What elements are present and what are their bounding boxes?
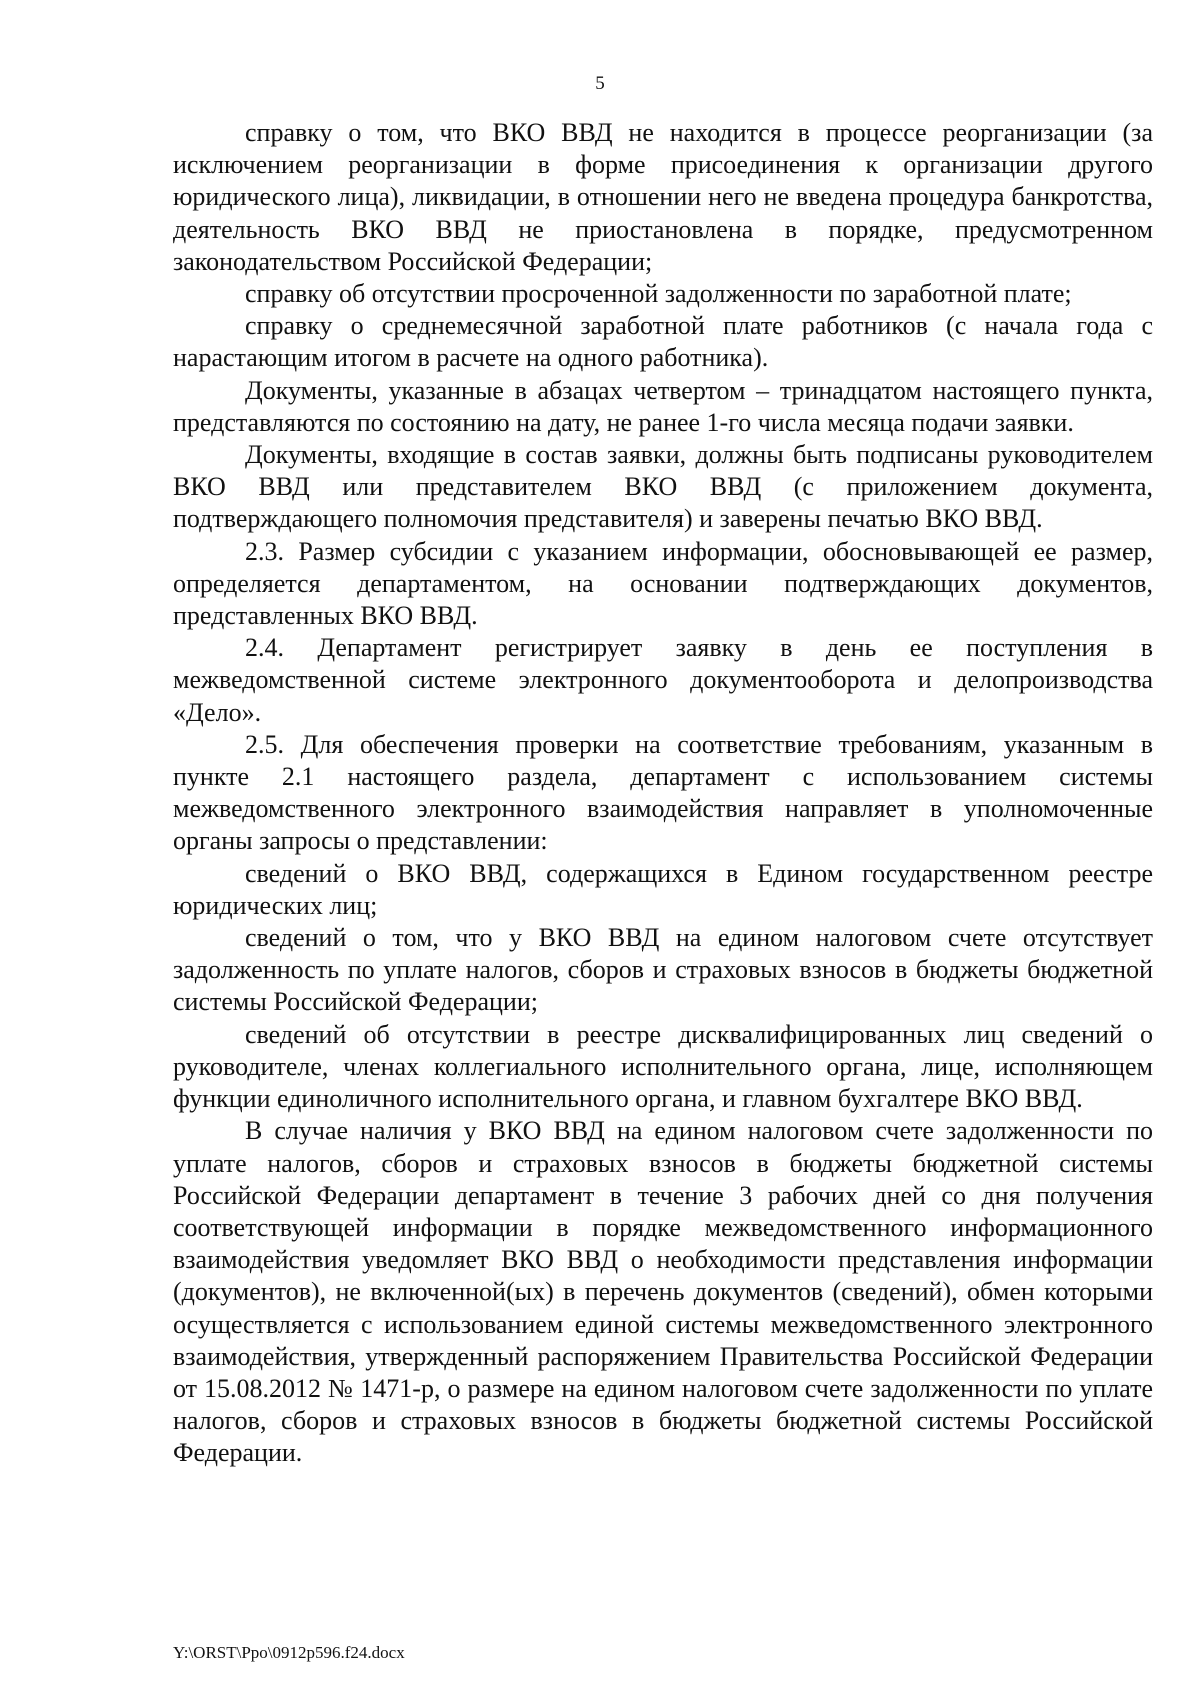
- paragraph-tax-debt-case: В случае наличия у ВКО ВВД на едином налоговом счете задолженности по уплате налогов, сборов и страховых взносов в бюджеты бюджетной системы Российской Федерации департамент в течение 3 рабочих дней со дня получения соответствующей информации в порядке межведомственного информационного взаимодействия уведомляет ВКО ВВД о необходимости представления информации (документов), не включенной(ых) в перечень документов (сведений), обмен которыми осуществляется с использованием единой системы межведомственного электронного взаимодействия, утвержденный распоряжением Правительства Российской Федерации от 15.08.2012 № 1471-р, о размере на едином налоговом счете задолженности по уплате налогов, сборов и страховых взносов в бюджеты бюджетной системы Российской Федерации.: [173, 1116, 1153, 1468]
- paragraph-reorganization-certificate: справку о том, что ВКО ВВД не находится в процессе реорганизации (за исключением реорганизации в форме присоединения к организации другого юридического лица), ликвидации, в отношении него не введена процедура банкротства, деятельность ВКО ВВД не приостановлена в порядке, предусмотренном законодательством Российской Федерации;: [173, 118, 1153, 276]
- paragraph-documents-signature: Документы, входящие в состав заявки, должны быть подписаны руководителем ВКО ВВД или представителем ВКО ВВД (с приложением документа, подтверждающего полномочия представителя) и заверены печатью ВКО ВВД.: [173, 440, 1153, 534]
- paragraph-documents-date: Документы, указанные в абзацах четвертом – тринадцатом настоящего пункта, представляются по состоянию на дату, не ранее 1-го числа месяца подачи заявки.: [173, 375, 1153, 437]
- footer-file-path: Y:\ORST\Ppo\0912p596.f24.docx: [173, 1643, 405, 1662]
- paragraph-no-wage-arrears: справку об отсутствии просроченной задолженности по заработной плате;: [245, 279, 1072, 309]
- paragraph-disqualified-persons: сведений об отсутствии в реестре дисквалифицированных лиц сведений о руководителе, членах коллегиального исполнительного органа, лице, исполняющем функции единоличного исполнительного органа, и главном бухгалтере ВКО ВВД.: [173, 1019, 1153, 1114]
- paragraph-2-4: 2.4. Департамент регистрирует заявку в день ее поступления в межведомственной системе электронного документооборота и делопроизводства «Дело».: [173, 633, 1153, 727]
- paragraph-tax-debt-info: сведений о том, что у ВКО ВВД на едином налоговом счете отсутствует задолженность по уплате налогов, сборов и страховых взносов в бюджеты бюджетной системы Российской Федерации;: [173, 923, 1153, 1017]
- paragraph-2-5: 2.5. Для обеспечения проверки на соответствие требованиям, указанным в пункте 2.1 настоящего раздела, департамент с использованием системы межведомственного электронного взаимодействия направляет в уполномоченные органы запросы о представлении:: [173, 729, 1153, 856]
- document-body: [173, 117, 1153, 1470]
- paragraph-average-wage: справку о среднемесячной заработной плате работников (с начала года с нарастающим итогом в расчете на одного работника).: [173, 311, 1153, 373]
- page-number: 5: [595, 73, 605, 94]
- paragraph-2-3: 2.3. Размер субсидии с указанием информации, обосновывающей ее размер, определяется департаментом, на основании подтверждающих документов, представленных ВКО ВВД.: [173, 536, 1153, 631]
- paragraph-egrul-info: сведений о ВКО ВВД, содержащихся в Едином государственном реестре юридических лиц;: [173, 858, 1153, 920]
